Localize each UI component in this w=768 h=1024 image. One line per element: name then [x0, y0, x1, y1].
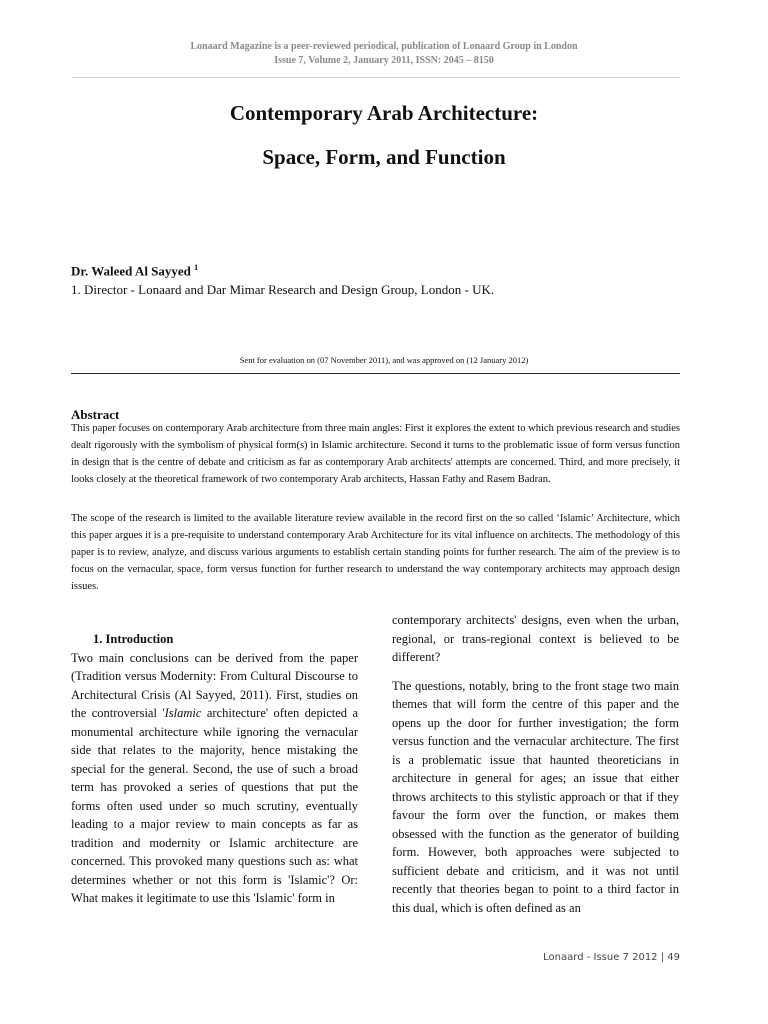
body-paragraph — [71, 649, 358, 908]
section-heading-introduction: 1. Introduction — [93, 632, 174, 646]
header-line-2: Issue 7, Volume 2, January 2011, ISSN: 2045 – 8150 — [274, 55, 494, 66]
section-divider — [71, 373, 680, 374]
header-divider — [72, 77, 680, 78]
author-line — [71, 263, 198, 279]
body-paragraph: The questions, notably, bring to the front stage two main themes that will form the centre of this paper and the opens up the door for further investigation; the form versus function and the vernacular architecture. The first is a problematic issue that haunted theoreticians in architecture in general for ages; an issue that either throws architects to this stylistic approach or that if they favour the form over the function, or makes them obsessed with the function as the generator of building form. However, both approaches were subjected to sufficient debate and criticism, and it was not until recently that theories began to point to a third factor in this dual, which is often defined as an — [392, 678, 679, 915]
abstract-paragraph-1: This paper focuses on contemporary Arab architecture from three main angles: First it explores the extent to which previous research and studies dealt rigorously with the symbolism of physical form(s) in Islamic architecture. Second it turns to the problematic issue of form versus function in design that is the centre of debate and criticism as far as contemporary Arab architects' attempts are concerned. Third, and more precisely, it looks closely at the theoretical framework of two contemporary Arab architects, Hassan Fathy and Rasem Badran. — [71, 423, 680, 485]
body-text: architecture' often depicted a monumental architecture while ignoring the vernacular side that relates to the majority, hence mistaking the special for the general. Second, the use of such a broad term has provoked a series of questions that put the forms often used under so much scrutiny, eventually leading to a major review to main concepts as far as tradition and modernity or Islamic architecture are concerned. This provoked many questions such as: what determines whether or not this form is 'Islamic'? Or: What makes it legitimate to use this 'Islamic' form in — [71, 706, 358, 905]
abstract-paragraph-2: The scope of the research is limited to the available literature review available in the record first on the so called ‘Islamic’ Architecture, which this paper argues it is a pre-requisite to understand contemporary Arab Architecture for its vital influence on architects. The methodology of this paper is to review, analyze, and discuss various arguments to establish certain standing points for further research. The aim of the preview is to focus on the vernacular, space, form versus function for further research to understand the way contemporary architects may approach design issues. — [71, 513, 680, 592]
author-footnote-marker: 1 — [194, 263, 199, 272]
author-affiliation: 1. Director - Lonaard and Dar Mimar Research and Design Group, London - UK. — [71, 282, 495, 297]
abstract-heading: Abstract — [71, 407, 120, 422]
body-text: Two main conclusions can be derived from the paper (Tradition versus Modernity: From Cultural Discourse to Architectural Crisis (Al Sayyed, 2011). First, studies on the controversial ' — [71, 650, 358, 720]
header-line-1: Lonaard Magazine is a peer-reviewed periodical, publication of Lonaard Group in London — [190, 41, 578, 52]
paper-subtitle: Space, Form, and Function — [262, 145, 506, 169]
journal-header — [0, 40, 768, 68]
body-column-right — [392, 611, 679, 917]
body-paragraph: contemporary architects' designs, even when the urban, regional, or trans-regional context is believed to be different? — [392, 613, 679, 664]
body-text-italic: Islamic — [164, 706, 202, 720]
body-column-left — [71, 630, 358, 908]
page-footer: Lonaard - Issue 7 2012 | 49 — [543, 952, 680, 963]
evaluation-note: Sent for evaluation on (07 November 2011), and was approved on (12 January 2012) — [239, 355, 529, 365]
paragraph-gap — [392, 667, 679, 677]
author-name: Dr. Waleed Al Sayyed — [71, 263, 191, 279]
paper-title: Contemporary Arab Architecture: — [229, 101, 539, 125]
